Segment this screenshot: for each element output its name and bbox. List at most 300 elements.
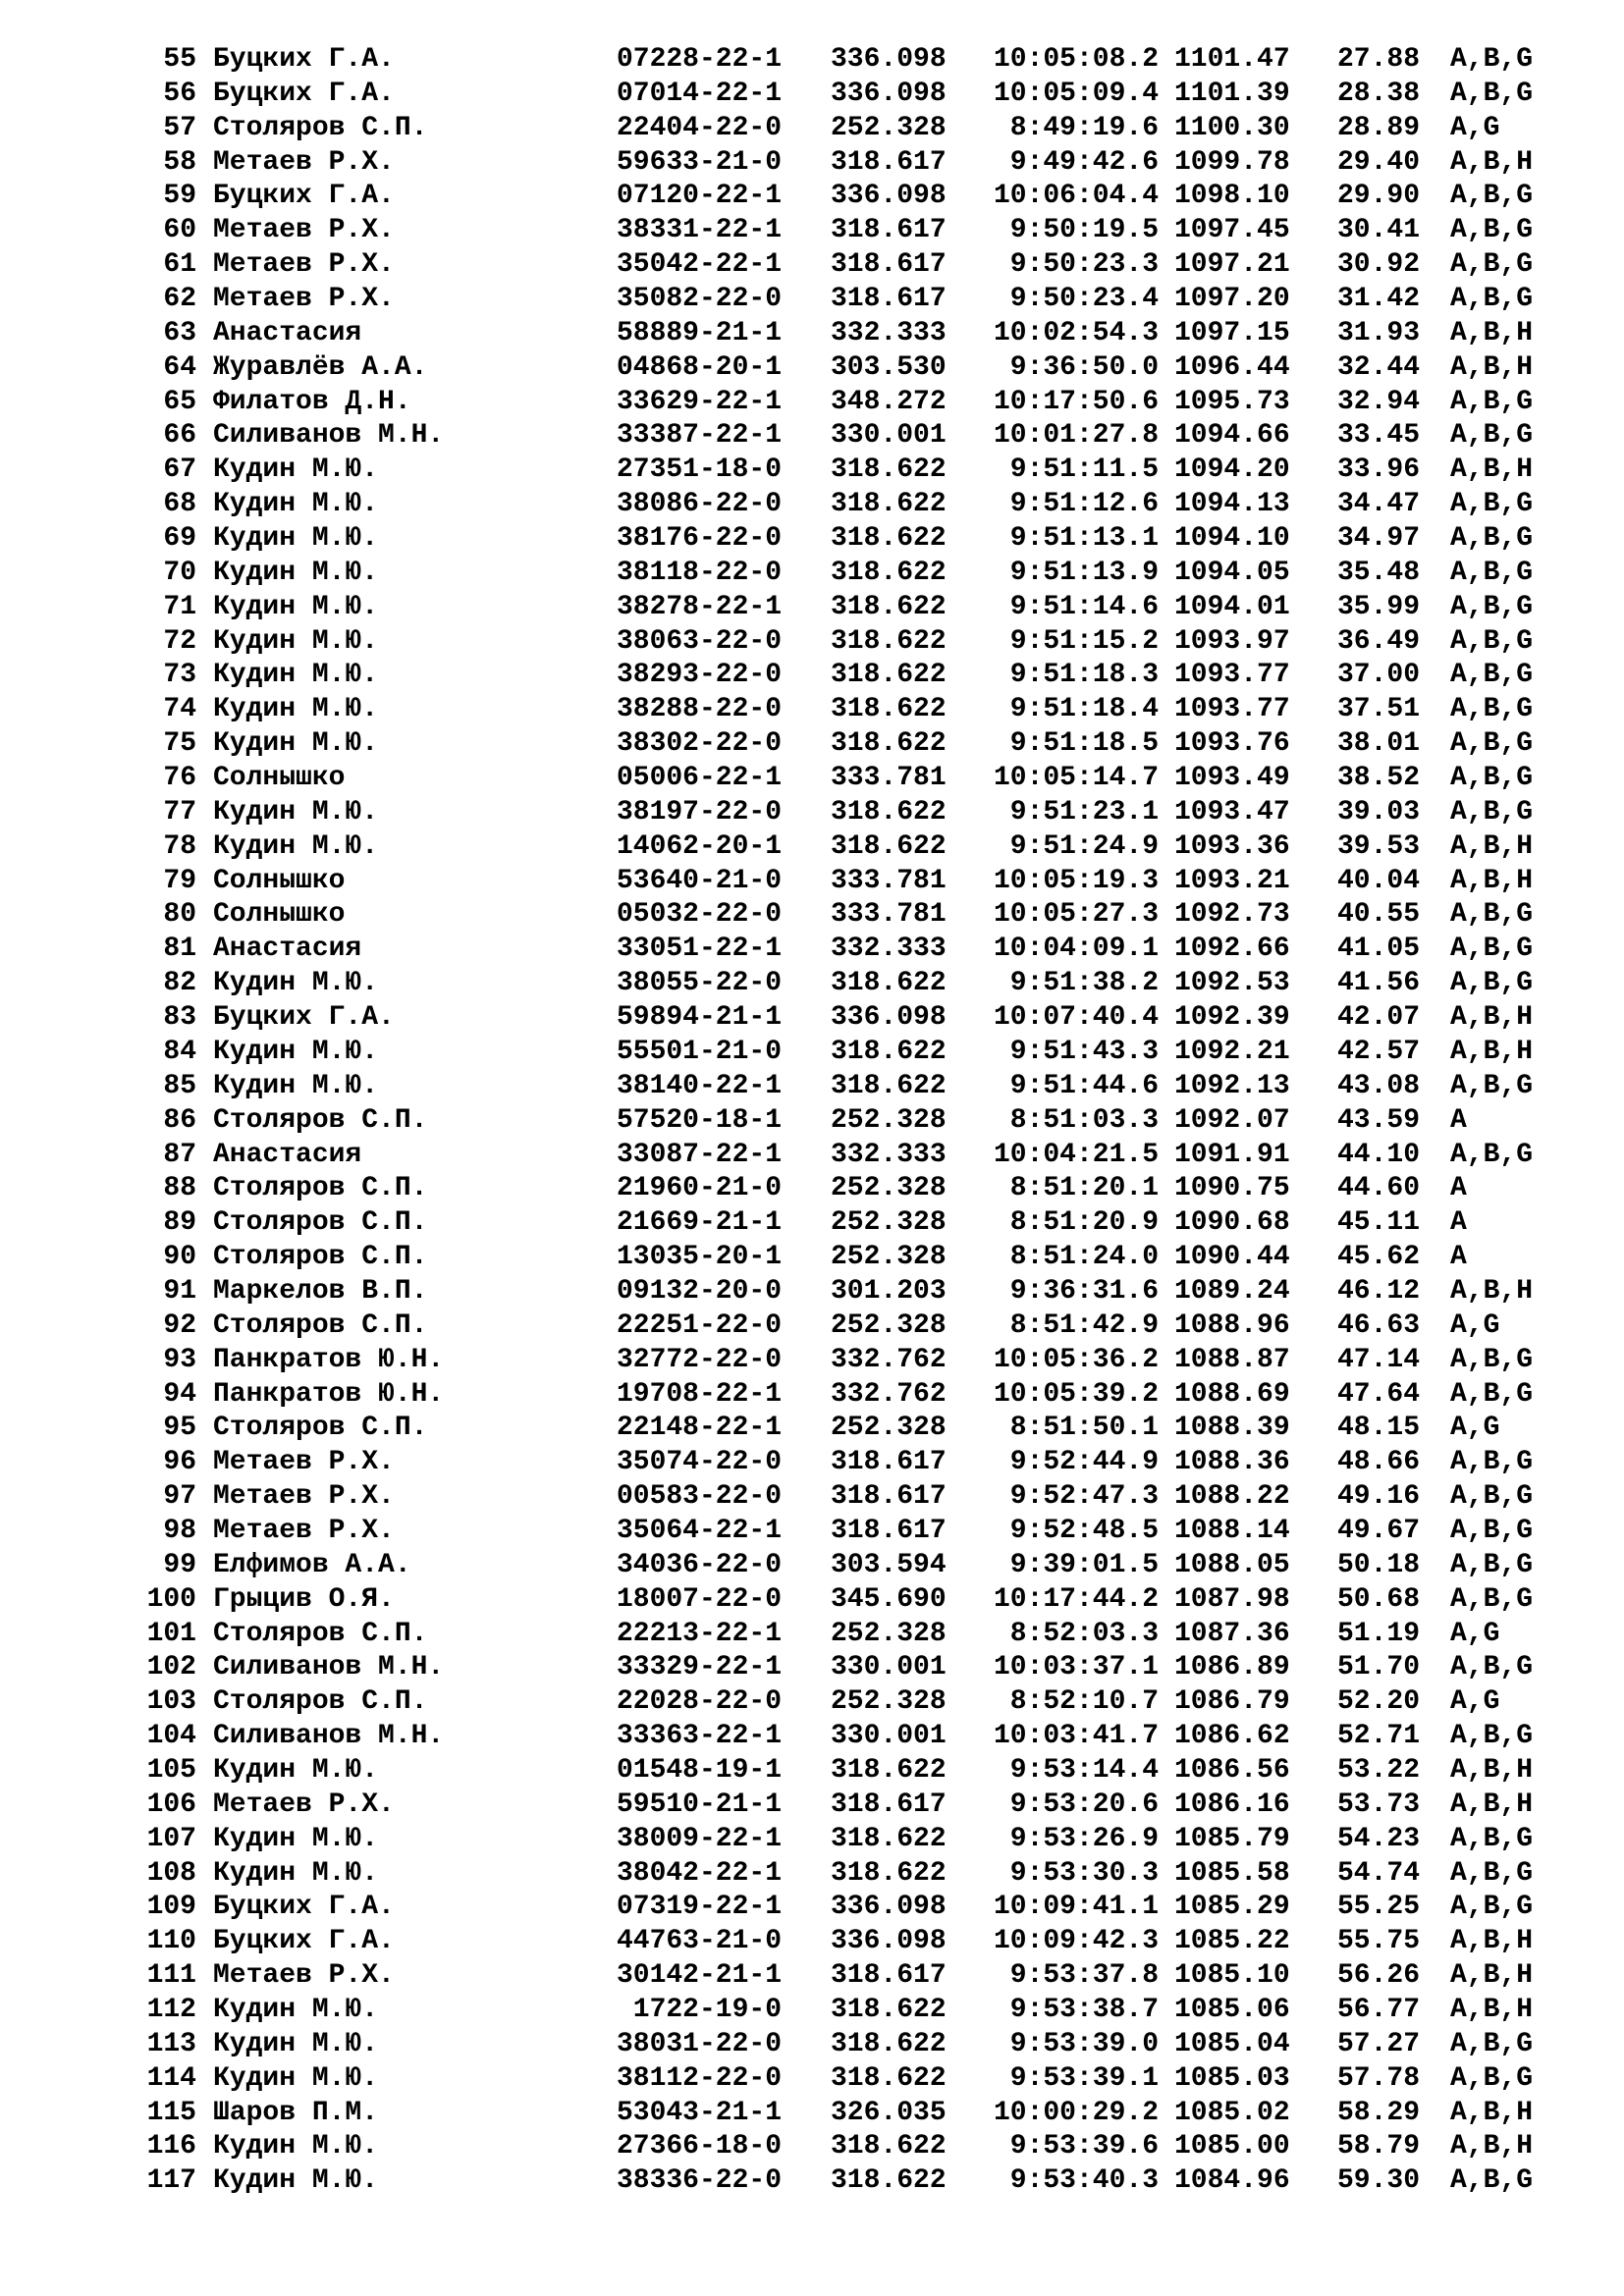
fancier-name: Силиванов М.Н. — [213, 1652, 445, 1683]
coefficient: 43.08 — [1337, 1070, 1421, 1101]
arrival-time: 10:07:40.4 — [993, 1002, 1159, 1034]
ring-number: 58889-21-1 — [616, 317, 782, 348]
class-codes: A,B,G — [1450, 1344, 1534, 1375]
class-codes: A,B,G — [1450, 181, 1534, 212]
arrival-time: 9:50:19.5 — [1009, 215, 1159, 246]
coefficient: 31.42 — [1337, 284, 1421, 315]
fancier-name: Кудин М.Ю. — [213, 591, 379, 622]
arrival-time: 9:52:44.9 — [1009, 1447, 1159, 1478]
place-number: 86 — [163, 1104, 196, 1136]
fancier-name: Кудин М.Ю. — [213, 1857, 379, 1889]
place-number: 96 — [163, 1447, 196, 1478]
ring-number: 35074-22-0 — [616, 1447, 782, 1478]
fancier-name: Кудин М.Ю. — [213, 1823, 379, 1854]
class-codes: A,B,G — [1450, 215, 1534, 246]
distance: 318.622 — [831, 2131, 947, 2163]
speed: 1088.69 — [1174, 1378, 1290, 1410]
class-codes: A,B,G — [1450, 1447, 1534, 1478]
arrival-time: 9:53:14.4 — [1009, 1754, 1159, 1786]
speed: 1092.39 — [1174, 1002, 1290, 1034]
speed: 1085.04 — [1174, 2028, 1290, 2059]
distance: 252.328 — [831, 1618, 947, 1649]
speed: 1086.62 — [1174, 1721, 1290, 1752]
distance: 336.098 — [831, 78, 947, 109]
place-number: 80 — [163, 899, 196, 931]
place-number: 59 — [163, 181, 196, 212]
distance: 303.530 — [831, 351, 947, 383]
ring-number: 59633-21-0 — [616, 146, 782, 178]
class-codes: A,B,G — [1450, 1721, 1534, 1752]
class-codes: A,B,G — [1450, 934, 1534, 965]
speed: 1087.98 — [1174, 1583, 1290, 1615]
place-number: 108 — [146, 1857, 196, 1889]
speed: 1097.15 — [1174, 317, 1290, 348]
place-number: 115 — [146, 2097, 196, 2128]
place-number: 93 — [163, 1344, 196, 1375]
place-number: 109 — [146, 1892, 196, 1923]
ring-number: 38176-22-0 — [616, 523, 782, 555]
fancier-name: Елфимов А.А. — [213, 1549, 411, 1580]
class-codes: A,B,G — [1450, 1378, 1534, 1410]
class-codes: A,B,H — [1450, 1960, 1534, 1992]
coefficient: 51.70 — [1337, 1652, 1421, 1683]
fancier-name: Анастасия — [213, 934, 362, 965]
arrival-time: 9:51:13.9 — [1009, 557, 1159, 588]
distance: 252.328 — [831, 1242, 947, 1273]
arrival-time: 8:51:42.9 — [1009, 1309, 1159, 1341]
fancier-name: Кудин М.Ю. — [213, 523, 379, 555]
distance: 336.098 — [831, 1926, 947, 1957]
arrival-time: 10:03:41.7 — [993, 1721, 1159, 1752]
fancier-name: Метаев Р.Х. — [213, 146, 395, 178]
coefficient: 51.19 — [1337, 1618, 1421, 1649]
table-row — [0, 522, 1624, 557]
ring-number: 38042-22-1 — [616, 1857, 782, 1889]
fancier-name: Кудин М.Ю. — [213, 968, 379, 999]
table-row — [0, 2164, 1624, 2199]
place-number: 77 — [163, 796, 196, 828]
coefficient: 32.44 — [1337, 351, 1421, 383]
class-codes: A,G — [1450, 1618, 1500, 1649]
arrival-time: 8:52:03.3 — [1009, 1618, 1159, 1649]
arrival-time: 9:53:39.6 — [1009, 2131, 1159, 2163]
arrival-time: 10:02:54.3 — [993, 317, 1159, 348]
ring-number: 09132-20-0 — [616, 1275, 782, 1307]
arrival-time: 9:53:30.3 — [1009, 1857, 1159, 1889]
table-row — [0, 659, 1624, 693]
distance: 252.328 — [831, 1686, 947, 1718]
arrival-time: 9:51:38.2 — [1009, 968, 1159, 999]
class-codes: A,B,G — [1450, 1857, 1534, 1889]
speed: 1093.77 — [1174, 660, 1290, 691]
class-codes: A,B,G — [1450, 796, 1534, 828]
table-row — [0, 1446, 1624, 1480]
arrival-time: 9:50:23.3 — [1009, 249, 1159, 281]
place-number: 87 — [163, 1139, 196, 1170]
speed: 1092.73 — [1174, 899, 1290, 931]
place-number: 94 — [163, 1378, 196, 1410]
table-row — [0, 419, 1624, 454]
distance: 336.098 — [831, 1892, 947, 1923]
arrival-time: 9:51:44.6 — [1009, 1070, 1159, 1101]
class-codes: A,B,G — [1450, 660, 1534, 691]
fancier-name: Кудин М.Ю. — [213, 2165, 379, 2197]
speed: 1098.10 — [1174, 181, 1290, 212]
speed: 1093.76 — [1174, 728, 1290, 760]
class-codes: A,B,G — [1450, 284, 1534, 315]
table-row — [0, 1994, 1624, 2028]
class-codes: A,B,G — [1450, 591, 1534, 622]
class-codes: A,B,G — [1450, 1070, 1534, 1101]
fancier-name: Панкратов Ю.Н. — [213, 1344, 445, 1375]
table-row — [0, 351, 1624, 386]
fancier-name: Буцких Г.А. — [213, 181, 395, 212]
coefficient: 45.62 — [1337, 1242, 1421, 1273]
fancier-name: Шаров П.М. — [213, 2097, 379, 2128]
arrival-time: 9:51:18.4 — [1009, 694, 1159, 725]
fancier-name: Анастасия — [213, 1139, 362, 1170]
ring-number: 01548-19-1 — [616, 1754, 782, 1786]
place-number: 112 — [146, 1994, 196, 2025]
fancier-name: Метаев Р.Х. — [213, 1481, 395, 1513]
arrival-time: 10:17:50.6 — [993, 386, 1159, 417]
ring-number: 59510-21-1 — [616, 1789, 782, 1820]
fancier-name: Филатов Д.Н. — [213, 386, 411, 417]
distance: 333.781 — [831, 763, 947, 794]
distance: 252.328 — [831, 1207, 947, 1239]
distance: 318.622 — [831, 489, 947, 520]
ring-number: 38331-22-1 — [616, 215, 782, 246]
table-row — [0, 727, 1624, 762]
place-number: 90 — [163, 1242, 196, 1273]
coefficient: 28.89 — [1337, 112, 1421, 143]
distance: 252.328 — [831, 1309, 947, 1341]
coefficient: 44.60 — [1337, 1173, 1421, 1204]
place-number: 66 — [163, 420, 196, 452]
fancier-name: Силиванов М.Н. — [213, 1721, 445, 1752]
place-number: 71 — [163, 591, 196, 622]
arrival-time: 9:53:40.3 — [1009, 2165, 1159, 2197]
arrival-time: 10:04:21.5 — [993, 1139, 1159, 1170]
ring-number: 38086-22-0 — [616, 489, 782, 520]
table-row — [0, 1309, 1624, 1344]
fancier-name: Кудин М.Ю. — [213, 2028, 379, 2059]
place-number: 74 — [163, 694, 196, 725]
distance: 318.617 — [831, 1481, 947, 1513]
ring-number: 59894-21-1 — [616, 1002, 782, 1034]
table-row — [0, 146, 1624, 181]
ring-number: 38278-22-1 — [616, 591, 782, 622]
speed: 1100.30 — [1174, 112, 1290, 143]
coefficient: 27.88 — [1337, 44, 1421, 75]
speed: 1085.03 — [1174, 2062, 1290, 2094]
arrival-time: 10:06:04.4 — [993, 181, 1159, 212]
table-row — [0, 1651, 1624, 1685]
table-row — [0, 1344, 1624, 1378]
class-codes: A,B,G — [1450, 420, 1534, 452]
ring-number: 27351-18-0 — [616, 454, 782, 486]
fancier-name: Столяров С.П. — [213, 112, 428, 143]
table-row — [0, 1720, 1624, 1754]
fancier-name: Столяров С.П. — [213, 1413, 428, 1444]
place-number: 75 — [163, 728, 196, 760]
speed: 1089.24 — [1174, 1275, 1290, 1307]
place-number: 107 — [146, 1823, 196, 1854]
ring-number: 38197-22-0 — [616, 796, 782, 828]
coefficient: 56.26 — [1337, 1960, 1421, 1992]
class-codes: A — [1450, 1242, 1467, 1273]
class-codes: A — [1450, 1207, 1467, 1239]
coefficient: 29.40 — [1337, 146, 1421, 178]
coefficient: 42.57 — [1337, 1036, 1421, 1067]
arrival-time: 10:03:37.1 — [993, 1652, 1159, 1683]
class-codes: A,B,G — [1450, 523, 1534, 555]
distance: 336.098 — [831, 44, 947, 75]
coefficient: 40.04 — [1337, 865, 1421, 896]
table-row — [0, 898, 1624, 933]
ring-number: 33387-22-1 — [616, 420, 782, 452]
distance: 318.617 — [831, 284, 947, 315]
coefficient: 47.64 — [1337, 1378, 1421, 1410]
class-codes: A,B,H — [1450, 1926, 1534, 1957]
place-number: 101 — [146, 1618, 196, 1649]
class-codes: A,B,H — [1450, 1275, 1534, 1307]
speed: 1090.68 — [1174, 1207, 1290, 1239]
fancier-name: Метаев Р.Х. — [213, 249, 395, 281]
speed: 1090.75 — [1174, 1173, 1290, 1204]
ring-number: 04868-20-1 — [616, 351, 782, 383]
coefficient: 47.14 — [1337, 1344, 1421, 1375]
speed: 1096.44 — [1174, 351, 1290, 383]
fancier-name: Кудин М.Ю. — [213, 489, 379, 520]
place-number: 97 — [163, 1481, 196, 1513]
fancier-name: Силиванов М.Н. — [213, 420, 445, 452]
coefficient: 50.68 — [1337, 1583, 1421, 1615]
table-row — [0, 1685, 1624, 1720]
place-number: 73 — [163, 660, 196, 691]
arrival-time: 9:50:23.4 — [1009, 284, 1159, 315]
table-row — [0, 180, 1624, 214]
ring-number: 21669-21-1 — [616, 1207, 782, 1239]
table-row — [0, 865, 1624, 899]
table-row — [0, 488, 1624, 522]
arrival-time: 8:51:50.1 — [1009, 1413, 1159, 1444]
ring-number: 05032-22-0 — [616, 899, 782, 931]
place-number: 62 — [163, 284, 196, 315]
distance: 252.328 — [831, 112, 947, 143]
ring-number: 38009-22-1 — [616, 1823, 782, 1854]
ring-number: 07014-22-1 — [616, 78, 782, 109]
ring-number: 44763-21-0 — [616, 1926, 782, 1957]
ring-number: 53640-21-0 — [616, 865, 782, 896]
ring-number: 22213-22-1 — [616, 1618, 782, 1649]
coefficient: 31.93 — [1337, 317, 1421, 348]
coefficient: 37.51 — [1337, 694, 1421, 725]
coefficient: 44.10 — [1337, 1139, 1421, 1170]
ring-number: 14062-20-1 — [616, 830, 782, 862]
speed: 1097.20 — [1174, 284, 1290, 315]
ring-number: 1722-19-0 — [632, 1994, 782, 2025]
arrival-time: 9:51:14.6 — [1009, 591, 1159, 622]
distance: 252.328 — [831, 1173, 947, 1204]
distance: 318.622 — [831, 796, 947, 828]
ring-number: 33629-22-1 — [616, 386, 782, 417]
table-row — [0, 1036, 1624, 1070]
distance: 330.001 — [831, 1721, 947, 1752]
ring-number: 30142-21-1 — [616, 1960, 782, 1992]
speed: 1088.96 — [1174, 1309, 1290, 1341]
table-row — [0, 1412, 1624, 1446]
class-codes: A,B,G — [1450, 1481, 1534, 1513]
ring-number: 05006-22-1 — [616, 763, 782, 794]
arrival-time: 10:05:14.7 — [993, 763, 1159, 794]
distance: 318.622 — [831, 625, 947, 657]
fancier-name: Кудин М.Ю. — [213, 728, 379, 760]
class-codes: A,B,G — [1450, 557, 1534, 588]
place-number: 67 — [163, 454, 196, 486]
place-number: 110 — [146, 1926, 196, 1957]
coefficient: 46.63 — [1337, 1309, 1421, 1341]
ring-number: 33051-22-1 — [616, 934, 782, 965]
coefficient: 48.66 — [1337, 1447, 1421, 1478]
fancier-name: Столяров С.П. — [213, 1242, 428, 1273]
coefficient: 40.55 — [1337, 899, 1421, 931]
ring-number: 38112-22-0 — [616, 2062, 782, 2094]
ring-number: 38063-22-0 — [616, 625, 782, 657]
coefficient: 38.01 — [1337, 728, 1421, 760]
speed: 1099.78 — [1174, 146, 1290, 178]
class-codes: A,B,G — [1450, 44, 1534, 75]
fancier-name: Солнышко — [213, 763, 346, 794]
speed: 1085.29 — [1174, 1892, 1290, 1923]
table-row — [0, 43, 1624, 78]
place-number: 72 — [163, 625, 196, 657]
place-number: 65 — [163, 386, 196, 417]
fancier-name: Буцких Г.А. — [213, 1002, 395, 1034]
arrival-time: 9:52:48.5 — [1009, 1515, 1159, 1546]
speed: 1093.36 — [1174, 830, 1290, 862]
speed: 1095.73 — [1174, 386, 1290, 417]
speed: 1088.87 — [1174, 1344, 1290, 1375]
ring-number: 33363-22-1 — [616, 1721, 782, 1752]
speed: 1093.47 — [1174, 796, 1290, 828]
place-number: 78 — [163, 830, 196, 862]
table-row — [0, 112, 1624, 146]
class-codes: A,B,H — [1450, 317, 1534, 348]
distance: 318.622 — [831, 523, 947, 555]
distance: 318.622 — [831, 728, 947, 760]
coefficient: 35.48 — [1337, 557, 1421, 588]
table-row — [0, 933, 1624, 967]
distance: 318.617 — [831, 215, 947, 246]
distance: 318.622 — [831, 1070, 947, 1101]
coefficient: 34.97 — [1337, 523, 1421, 555]
distance: 318.622 — [831, 1857, 947, 1889]
class-codes: A,B,H — [1450, 2131, 1534, 2163]
distance: 318.622 — [831, 557, 947, 588]
fancier-name: Кудин М.Ю. — [213, 796, 379, 828]
distance: 326.035 — [831, 2097, 947, 2128]
speed: 1086.89 — [1174, 1652, 1290, 1683]
coefficient: 39.53 — [1337, 830, 1421, 862]
ring-number: 57520-18-1 — [616, 1104, 782, 1136]
coefficient: 54.74 — [1337, 1857, 1421, 1889]
coefficient: 52.71 — [1337, 1721, 1421, 1752]
speed: 1092.13 — [1174, 1070, 1290, 1101]
class-codes: A,B,G — [1450, 2028, 1534, 2059]
place-number: 85 — [163, 1070, 196, 1101]
distance: 332.762 — [831, 1378, 947, 1410]
arrival-time: 10:09:41.1 — [993, 1892, 1159, 1923]
place-number: 103 — [146, 1686, 196, 1718]
place-number: 55 — [163, 44, 196, 75]
ring-number: 18007-22-0 — [616, 1583, 782, 1615]
fancier-name: Метаев Р.Х. — [213, 215, 395, 246]
speed: 1088.05 — [1174, 1549, 1290, 1580]
speed: 1094.20 — [1174, 454, 1290, 486]
results-table — [0, 43, 1624, 2199]
place-number: 99 — [163, 1549, 196, 1580]
distance: 336.098 — [831, 1002, 947, 1034]
arrival-time: 10:05:19.3 — [993, 865, 1159, 896]
coefficient: 55.75 — [1337, 1926, 1421, 1957]
class-codes: A,G — [1450, 1686, 1500, 1718]
coefficient: 53.73 — [1337, 1789, 1421, 1820]
place-number: 63 — [163, 317, 196, 348]
fancier-name: Солнышко — [213, 899, 346, 931]
ring-number: 33087-22-1 — [616, 1139, 782, 1170]
speed: 1094.13 — [1174, 489, 1290, 520]
ring-number: 53043-21-1 — [616, 2097, 782, 2128]
speed: 1086.16 — [1174, 1789, 1290, 1820]
class-codes: A,G — [1450, 112, 1500, 143]
class-codes: A,B,G — [1450, 2165, 1534, 2197]
arrival-time: 8:49:19.6 — [1009, 112, 1159, 143]
distance: 330.001 — [831, 420, 947, 452]
table-row — [0, 1480, 1624, 1515]
coefficient: 55.25 — [1337, 1892, 1421, 1923]
place-number: 68 — [163, 489, 196, 520]
arrival-time: 9:53:26.9 — [1009, 1823, 1159, 1854]
arrival-time: 9:51:11.5 — [1009, 454, 1159, 486]
ring-number: 38118-22-0 — [616, 557, 782, 588]
distance: 318.622 — [831, 454, 947, 486]
arrival-time: 8:51:03.3 — [1009, 1104, 1159, 1136]
table-row — [0, 830, 1624, 865]
table-row — [0, 1754, 1624, 1789]
class-codes: A,B,G — [1450, 1652, 1534, 1683]
place-number: 102 — [146, 1652, 196, 1683]
coefficient: 54.23 — [1337, 1823, 1421, 1854]
table-row — [0, 693, 1624, 727]
class-codes: A,B,G — [1450, 968, 1534, 999]
coefficient: 33.96 — [1337, 454, 1421, 486]
coefficient: 58.29 — [1337, 2097, 1421, 2128]
class-codes: A,B,H — [1450, 1002, 1534, 1034]
ring-number: 38031-22-0 — [616, 2028, 782, 2059]
arrival-time: 10:09:42.3 — [993, 1926, 1159, 1957]
coefficient: 41.56 — [1337, 968, 1421, 999]
coefficient: 50.18 — [1337, 1549, 1421, 1580]
arrival-time: 9:51:43.3 — [1009, 1036, 1159, 1067]
place-number: 100 — [146, 1583, 196, 1615]
speed: 1097.45 — [1174, 215, 1290, 246]
place-number: 79 — [163, 865, 196, 896]
arrival-time: 10:04:09.1 — [993, 934, 1159, 965]
ring-number: 22251-22-0 — [616, 1309, 782, 1341]
ring-number: 13035-20-1 — [616, 1242, 782, 1273]
speed: 1088.36 — [1174, 1447, 1290, 1478]
